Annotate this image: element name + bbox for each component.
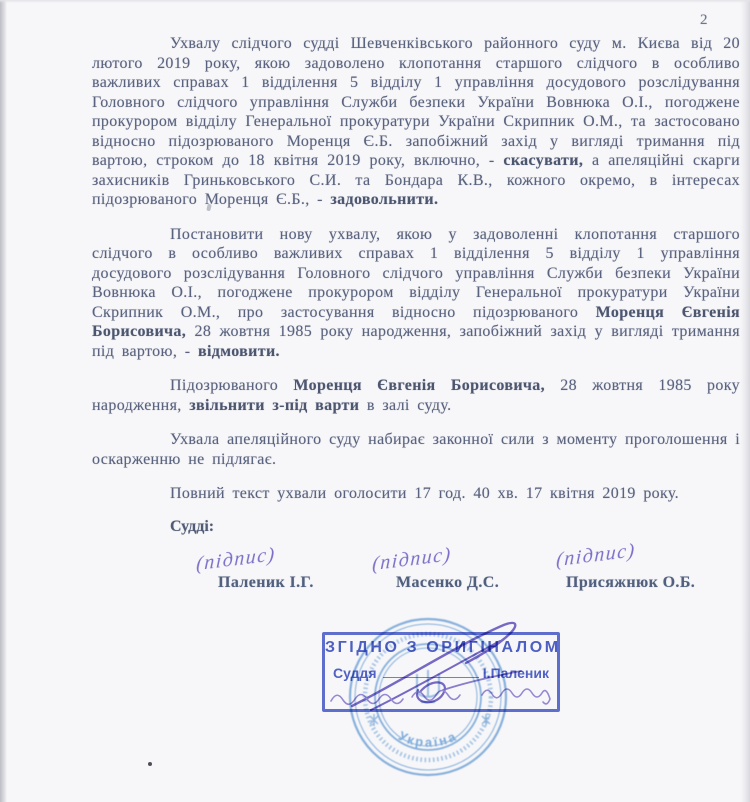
scan-speck xyxy=(148,762,152,766)
stamp-judge-name: І.Паленик xyxy=(482,665,549,681)
seal-country-text: Україна xyxy=(396,728,460,750)
paragraph-text: а апеляційні скарги захисників Гриньковського С.И. та Бондара К.В., кожного окремо, в інтересах підозрюваного Моренця Є.Б., - xyxy=(92,152,740,208)
paragraph-new-ruling xyxy=(92,225,740,362)
judge-name: Паленик І.Г. xyxy=(218,574,314,591)
document-body xyxy=(92,34,740,519)
handwritten-signature: (підпис) xyxy=(555,538,637,572)
paragraph-text: в залі суду. xyxy=(359,396,452,414)
bold-suspect-name: Моренця Євгенія Борисовича, xyxy=(293,377,545,394)
svg-text:Україна xyxy=(396,728,460,750)
paragraph-text: Повний текст ухвали оголосити 17 год. 40 хв. 17 квітня 2019 року. xyxy=(170,485,680,502)
paragraph-text: 28 жовтня 1985 року народження, запобіжний захід у вигляді тримання під вартою, - xyxy=(92,323,740,360)
paragraph-text: Постановити нову ухвалу, якою у задоволенні клопотання старшого слідчого в особливо важливих справах 1 відділення 5 відділу 1 управління досудового розслідування Головного слідчого управління Служби безпеки України Вовнюка О.І., погоджене прокурором відділу Генеральної прокуратури України Скрипник О.М., про застосування відносно підозрюваного xyxy=(92,225,740,321)
certification-stamp xyxy=(322,632,560,712)
judges-label: Судді: xyxy=(170,518,215,535)
scan-edge-right xyxy=(740,0,750,802)
bold-keyword-vidmovyty: відмовити. xyxy=(197,342,280,360)
handwritten-signature: (підпис) xyxy=(371,542,453,576)
scan-edge-top xyxy=(0,0,750,3)
paragraph-text: Ухвалу слідчого судді Шевченківського районного суду м. Києва від 20 лютого 2019 року, якою задоволено клопотання старшого слідчого в особливо важливих справах 1 відділення 5 відділу 1 управління досудового розслідування Головного слідчого управління Служби безпеки України Вовнюка О.І., погоджене прокурором відділу Генеральної прокуратури України Скрипник О.М., та застосовано відносно підозрюваного Моренця Є.Б. запобіжний захід у вигляді тримання під вартою, строком до 18 квітня 2019 року, включно, - xyxy=(92,35,740,169)
page-number: 2 xyxy=(700,12,708,28)
scan-edge-left xyxy=(0,0,7,802)
seal-star-icon xyxy=(370,714,490,726)
stamp-signature-line xyxy=(383,676,479,678)
paragraph-text: Підозрюваного xyxy=(170,377,294,394)
bold-keyword-release: звільнити з-під варти xyxy=(189,396,360,414)
stamp-judge-row xyxy=(333,665,549,681)
handwritten-signature: (підпис) xyxy=(195,542,277,576)
paragraph-text: Ухвала апеляційного суду набирає законної сили з моменту проголошення і оскарженню не підлягає. xyxy=(92,431,740,468)
paragraph-full-text-date xyxy=(92,484,740,504)
bold-suspect-name: Моренця Євгенія Борисовича, xyxy=(92,303,740,340)
paragraph-text: 28 жовтня 1985 року народження, xyxy=(92,377,740,414)
stamp-title: ЗГІДНО З ОРИГІНАЛОМ xyxy=(325,639,561,656)
stamp-judge-label: Суддя xyxy=(333,665,377,681)
bold-keyword-zadovolnyty: задовольнити. xyxy=(330,191,439,208)
bold-keyword-skasuvaty: скасувати, xyxy=(503,152,584,169)
paragraph-release xyxy=(92,376,740,415)
judge-name: Присяжнюк О.Б. xyxy=(566,574,696,591)
paragraph-cancel-ruling xyxy=(92,34,740,210)
paragraph-legal-force xyxy=(92,430,740,469)
judge-name: Масенко Д.С. xyxy=(396,574,500,591)
